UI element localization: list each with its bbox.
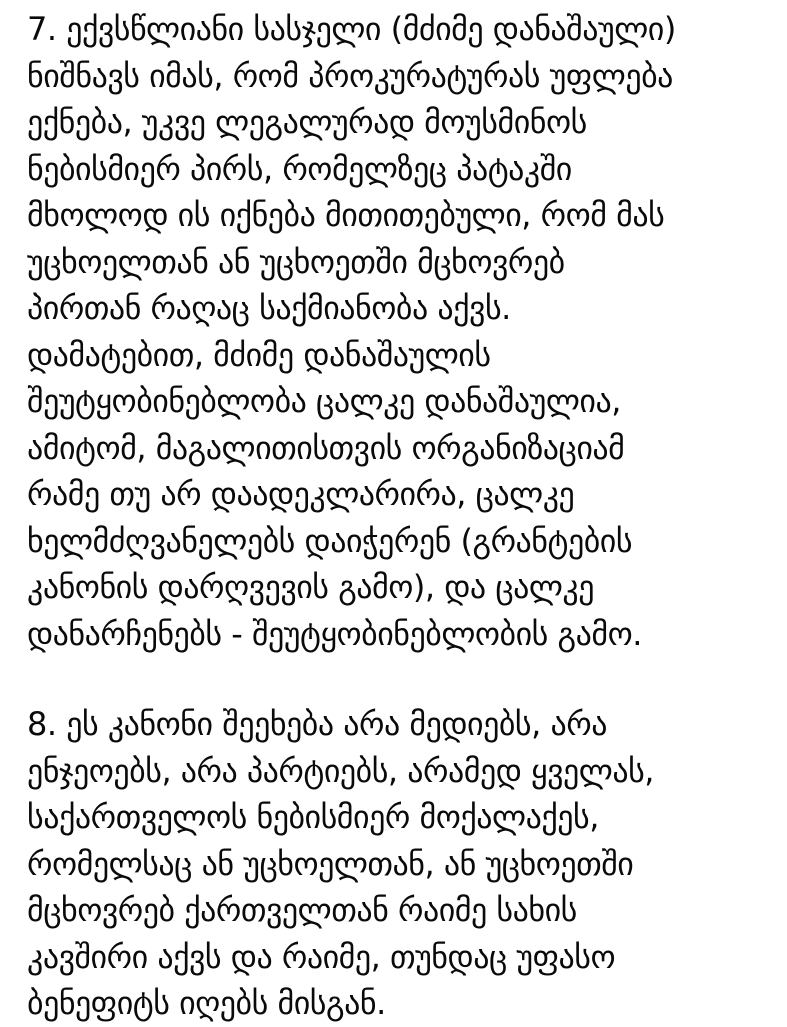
text-line: ექნება, უკვე ლეგალურად მოუსმინოს bbox=[27, 103, 587, 141]
text-line: დამატებით, მძიმე დანაშაულის bbox=[27, 335, 491, 374]
text-line: ნიშნავს იმას, რომ პროკურატურას უფლება bbox=[27, 56, 673, 95]
text-line: რომელსაც ან უცხოელთან, ან უცხოეთში bbox=[27, 844, 634, 883]
text-line: ენჯეოებს, არა პარტიებს, არამედ ყველას, bbox=[27, 751, 654, 790]
text-line: მხოლოდ ის იქნება მითითებული, რომ მას bbox=[27, 196, 665, 234]
text-line: 7. ექვსწლიანი სასჯელი (მძიმე დანაშაული) bbox=[27, 10, 676, 48]
text-line: ნებისმიერ პირს, რომელზეც პატაკში bbox=[27, 149, 572, 188]
paragraph-7 bbox=[27, 6, 763, 657]
text-line: მცხოვრებ ქართველთან რაიმე სახის bbox=[27, 891, 577, 929]
text-line: რამე თუ არ დაადეკლარირა, ცალკე bbox=[27, 475, 575, 513]
text-line: საქართველოს ნებისმიერ მოქალაქეს, bbox=[27, 798, 599, 836]
text-line: ამიტომ, მაგალითისთვის ორგანიზაციამ bbox=[27, 428, 625, 467]
text-line: ბენეფიტს იღებს მისგან. bbox=[27, 984, 386, 1022]
text-line: დანარჩენებს - შეუტყობინებლობის გამო. bbox=[27, 614, 642, 653]
text-line: კანონის დარღვევის გამო), და ცალკე bbox=[27, 568, 594, 606]
paragraph-8 bbox=[27, 701, 763, 1027]
text-line: კავშირი აქვს და რაიმე, თუნდაც უფასო bbox=[27, 937, 616, 976]
text-line: 8. ეს კანონი შეეხება არა მედიებს, არა bbox=[27, 705, 607, 743]
text-line: პირთან რაღაც საქმიანობა აქვს. bbox=[27, 289, 511, 327]
text-line: შეუტყობინებლობა ცალკე დანაშაულია, bbox=[27, 382, 621, 420]
text-line: ხელმძღვანელებს დაიჭერენ (გრანტების bbox=[27, 521, 633, 560]
text-line: უცხოელთან ან უცხოეთში მცხოვრებ bbox=[27, 242, 565, 281]
